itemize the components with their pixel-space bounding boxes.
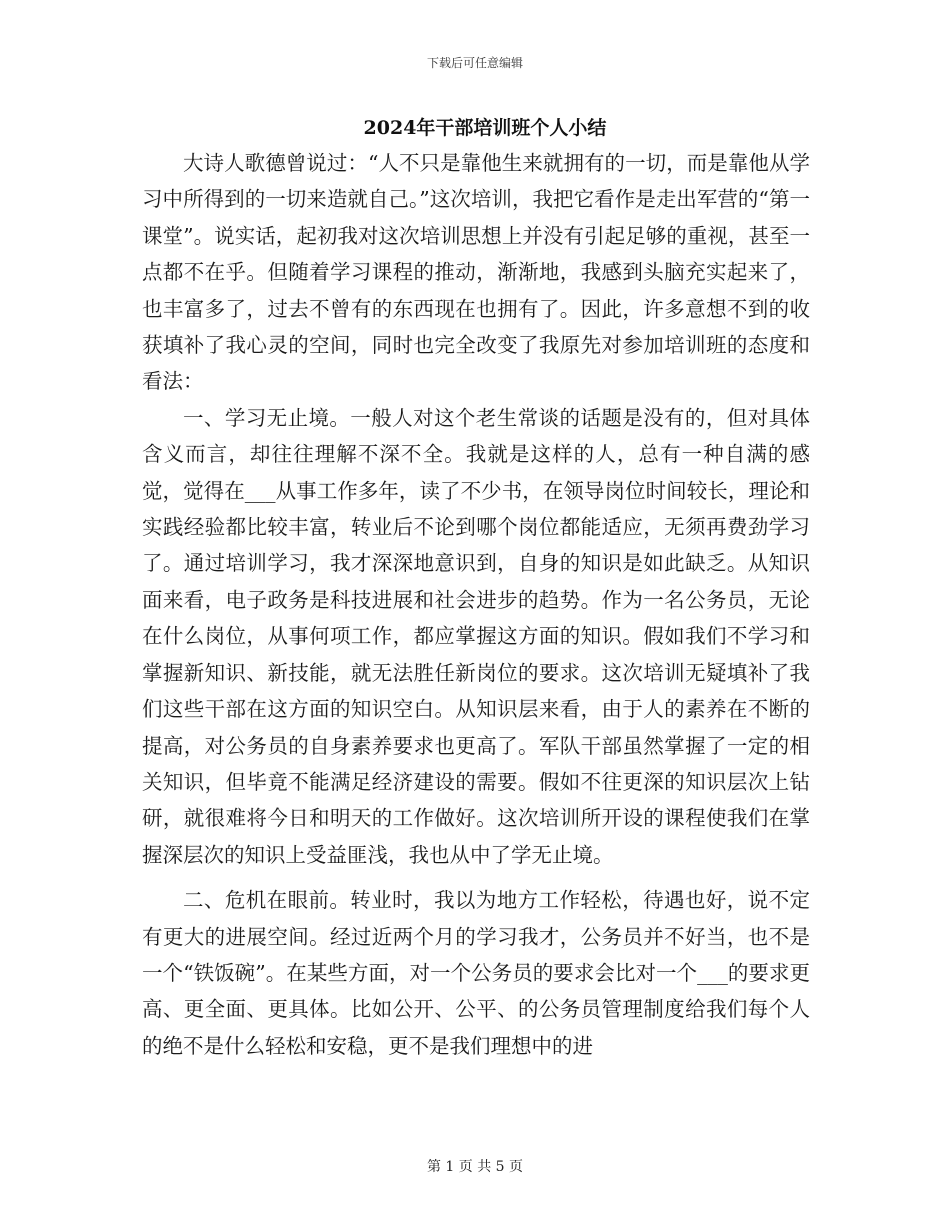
paragraph-section-two: 二、危机在眼前。转业时，我以为地方工作轻松，待遇也好，说不定有更大的进展空间。经过近两个月的学习我才，公务员并不好当，也不是一个“铁饭碗”。在某些方面，对一个公务员的要求会比对一个___的要求更高、更全面、更具体。比如公开、公平、的公务员管理制度给我们每个人的绝不是什么轻松和安稳，更不是我们理想中的进 xyxy=(142,888,810,1058)
paragraph-intro: 大诗人歌德曾说过：“人不只是靠他生来就拥有的一切，而是靠他从学习中所得到的一切来造就自己。”这次培训，我把它看作是走出军营的“第一课堂”。说实话，起初我对这次培训思想上并没有引起足够的重视，甚至一点都不在乎。但随着学习课程的推动，渐渐地，我感到头脑充实起来了，也丰富多了，过去不曾有的东西现在也拥有了。因此，许多意想不到的收获填补了我心灵的空间，同时也完全改变了我原先对参加培训班的态度和看法： xyxy=(142,151,810,394)
page-number: 第 1 页 共 5 页 xyxy=(426,1159,524,1175)
document-title: 2024年干部培训班个人小结 xyxy=(363,117,607,139)
header-note: 下载后可任意编辑 xyxy=(426,56,523,70)
paragraph-section-one: 一、学习无止境。一般人对这个老生常谈的话题是没有的，但对具体含义而言，却往往理解不深不全。我就是这样的人，总有一种自满的感觉，觉得在___从事工作多年，读了不少书，在领导岗位时间较长，理论和实践经验都比较丰富，转业后不论到哪个岗位都能适应，无须再费劲学习了。通过培训学习，我才深深地意识到，自身的知识是如此缺乏。从知识面来看，电子政务是科技进展和社会进步的趋势。作为一名公务员，无论在什么岗位，从事何项工作，都应掌握这方面的知识。假如我们不学习和掌握新知识、新技能，就无法胜任新岗位的要求。这次培训无疑填补了我们这些干部在这方面的知识空白。从知识层来看，由于人的素养在不断的提高，对公务员的自身素养要求也更高了。军队干部虽然掌握了一定的相关知识，但毕竟不能满足经济建设的需要。假如不往更深的知识层次上钻研，就很难将今日和明天的工作做好。这次培训所开设的课程使我们在掌握深层次的知识上受益匪浅，我也从中了学无止境。 xyxy=(142,405,810,867)
document-body xyxy=(142,145,810,1064)
